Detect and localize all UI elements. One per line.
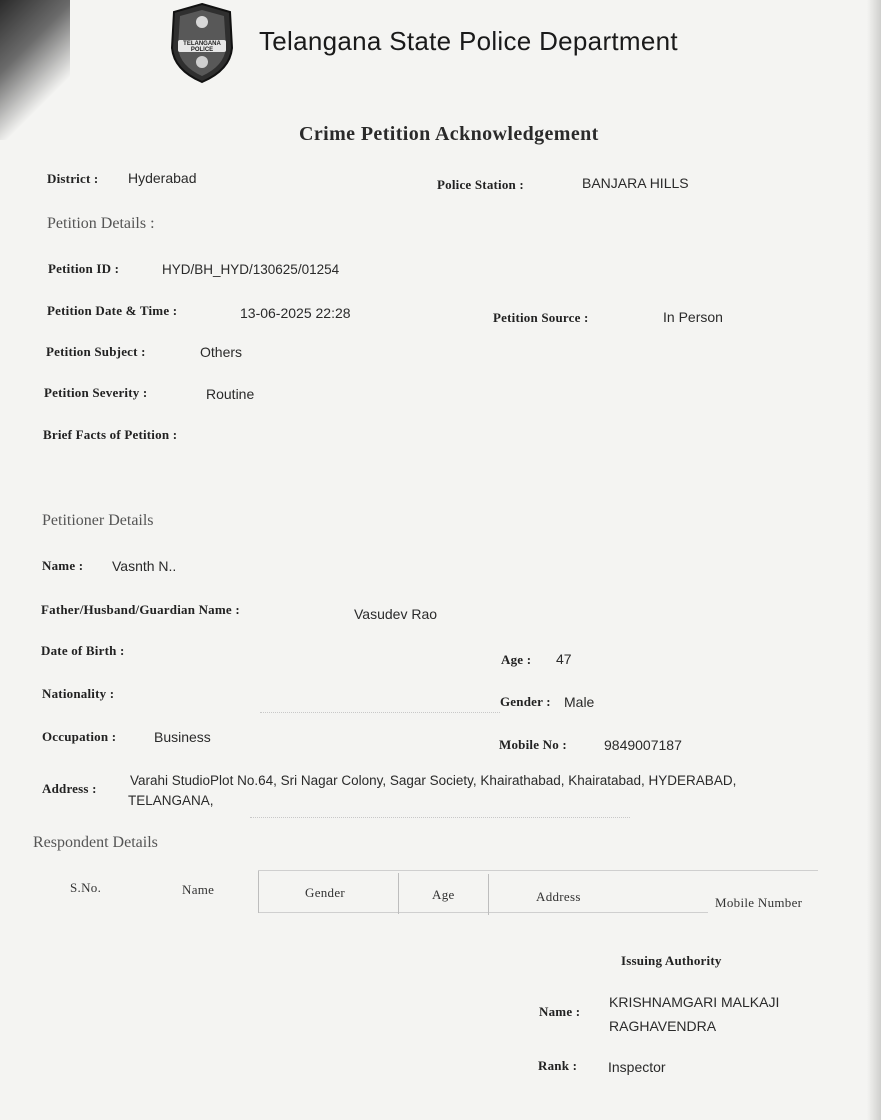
page-edge-shadow: [867, 0, 881, 1120]
page-corner-shadow: [0, 0, 70, 140]
petition-details-heading: Petition Details :: [47, 215, 155, 232]
authority-rank-value: Inspector: [608, 1059, 666, 1075]
petition-subject-label: Petition Subject :: [46, 344, 146, 359]
police-station-label: Police Station :: [437, 177, 524, 192]
table-bottom-border: [258, 912, 708, 913]
district-label: District :: [47, 171, 99, 186]
guardian-value: Vasudev Rao: [354, 606, 438, 622]
occupation-label: Occupation :: [42, 729, 117, 744]
petition-source-label: Petition Source :: [493, 310, 589, 325]
mobile-value: 9849007187: [604, 737, 682, 753]
table-divider: [488, 874, 489, 915]
petition-datetime-value: 13-06-2025 22:28: [240, 305, 351, 321]
brief-facts-label: Brief Facts of Petition :: [43, 427, 178, 442]
table-divider: [258, 871, 259, 913]
petition-severity-label: Petition Severity :: [44, 385, 148, 400]
issuing-authority-heading: Issuing Authority: [621, 953, 722, 968]
guardian-label: Father/Husband/Guardian Name :: [41, 602, 240, 617]
table-header-mobile: Mobile Number: [715, 895, 803, 910]
document-title: Crime Petition Acknowledgement: [299, 123, 599, 145]
address-line-2: TELANGANA,: [128, 793, 214, 808]
department-title: Telangana State Police Department: [259, 26, 678, 56]
gender-label: Gender :: [500, 694, 551, 709]
authority-rank-label: Rank :: [538, 1058, 578, 1073]
petition-severity-value: Routine: [206, 386, 255, 402]
authority-name-line-2: RAGHAVENDRA: [609, 1018, 717, 1034]
petition-subject-value: Others: [200, 344, 243, 360]
petition-datetime-label: Petition Date & Time :: [47, 303, 178, 318]
name-label: Name :: [42, 558, 84, 573]
divider: [260, 712, 500, 713]
petition-id-label: Petition ID :: [48, 261, 120, 276]
nationality-label: Nationality :: [42, 686, 115, 701]
table-header-address: Address: [536, 889, 581, 904]
table-header-age: Age: [432, 887, 455, 902]
logo-text: TELANGANA POLICE: [183, 41, 221, 53]
authority-name-label: Name :: [539, 1004, 581, 1019]
divider: [250, 817, 630, 818]
occupation-value: Business: [154, 729, 211, 745]
table-header-gender: Gender: [305, 885, 346, 900]
mobile-label: Mobile No :: [499, 737, 567, 752]
police-logo: [166, 2, 238, 84]
age-value: 47: [556, 651, 572, 667]
table-header-sno: S.No.: [70, 880, 102, 895]
gender-value: Male: [564, 694, 595, 710]
petition-id-value: HYD/BH_HYD/130625/01254: [162, 262, 340, 277]
petition-source-value: In Person: [663, 309, 723, 325]
table-header-name: Name: [182, 882, 215, 897]
table-top-border: [258, 870, 818, 871]
dob-label: Date of Birth :: [41, 643, 125, 658]
authority-name-line-1: KRISHNAMGARI MALKAJI: [609, 994, 780, 1010]
police-station-value: BANJARA HILLS: [582, 175, 689, 191]
name-value: Vasnth N..: [112, 558, 177, 574]
age-label: Age :: [501, 652, 532, 667]
address-line-1: Varahi StudioPlot No.64, Sri Nagar Colony, Sagar Society, Khairathabad, Khairatabad, HYDERABAD,: [130, 773, 737, 788]
district-value: Hyderabad: [128, 170, 197, 186]
petitioner-details-heading: Petitioner Details: [42, 512, 154, 529]
address-label: Address :: [42, 781, 97, 796]
table-divider: [398, 873, 399, 914]
respondent-details-heading: Respondent Details: [33, 834, 158, 851]
